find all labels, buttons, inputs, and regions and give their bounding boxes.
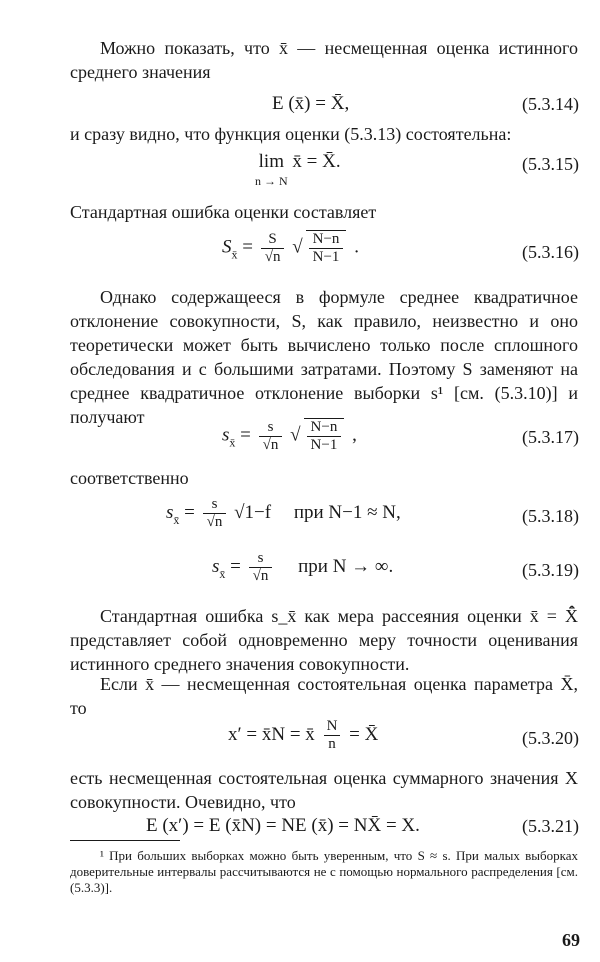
eq19-subscript: x̄ — [219, 566, 226, 581]
eq16-lhs: S — [222, 236, 232, 258]
paragraph-1: Можно показать, что x̄ — несмещенная оценка истинного среднего значения — [70, 38, 578, 82]
paragraph-2: и сразу видно, что функция оценки (5.3.13) состоятельна: — [70, 124, 512, 144]
eq16-subscript: x̄ — [231, 247, 238, 262]
equation-number-5-3-16: (5.3.16) — [522, 242, 579, 262]
equation-5-3-17: $s_{x̄}$ = $\frac{s}{√n}$ √ $\frac{N-n}{N-1}$ , — [222, 418, 357, 453]
equation-5-3-21: E (x′) = E (x̄N) = NE (x̄) = NX̄ = X. — [146, 815, 420, 836]
equation-5-3-14: E (x̄) = X̄, — [272, 93, 350, 114]
eq18-condition: при N−1 ≈ N, — [293, 501, 401, 523]
eq18-equals: = — [184, 501, 195, 523]
equation-number-5-3-18: (5.3.18) — [522, 506, 579, 526]
eq17-root-numerator: N−n — [310, 419, 338, 435]
paragraph-4: Однако содержащееся в формуле среднее квадратичное отклонение совокупности, S, как правило, неизвестно и оно теоретически может быть вычислено только после сплошного обследования и с большими затратами. Поэтому S заменяют на среднее квадратичное отклонение выборки s¹ [см. (5.3.10)] и получают — [70, 287, 578, 427]
equation-number-5-3-15: (5.3.15) — [522, 154, 579, 174]
eq20-part-a: x′ = x̄N = x̄ — [228, 723, 315, 745]
paragraph-3: Стандартная ошибка оценки составляет — [70, 202, 377, 222]
eq20-denominator: n — [324, 735, 340, 753]
eq19-numerator: s — [257, 550, 264, 566]
eq17-end: , — [352, 424, 357, 446]
equation-number-5-3-21: (5.3.21) — [522, 816, 579, 836]
paragraph-5: соответственно — [70, 468, 189, 488]
equation-number-5-3-17: (5.3.17) — [522, 427, 579, 447]
page-number: 69 — [562, 930, 580, 950]
footnote: ¹ При больших выборках можно быть уверенным, что S ≈ s. При малых выборках доверительные интервалы рассчитываются не с помощью нормального распределения [см. (5.3.3)]. — [70, 848, 578, 895]
eq18-root: √1−f — [234, 501, 272, 523]
lim-expression: x̄ = X̄. — [292, 151, 341, 172]
eq17-numerator: s — [267, 418, 274, 435]
eq19-condition: при N → ∞. — [298, 555, 394, 577]
equation-number-5-3-20: (5.3.20) — [522, 728, 579, 748]
eq16-root-denominator: N−1 — [309, 248, 344, 266]
eq17-equals: = — [240, 424, 251, 446]
equation-5-3-18 — [166, 496, 401, 532]
footnote-rule — [70, 840, 180, 841]
equation-5-3-20 — [228, 718, 378, 753]
equation-number-5-3-19: (5.3.19) — [522, 560, 579, 580]
eq18-denominator: √n — [203, 513, 227, 531]
eq18-subscript: x̄ — [173, 512, 180, 527]
eq16-denominator: √n — [261, 248, 285, 266]
paragraph-6: Стандартная ошибка s_x̄ как мера рассеяния оценки x̄ = X̂̄ представляет собой одновременно меру точности оценивания истинного среднего значения совокупности. — [70, 606, 578, 674]
lim-subscript: n → N — [255, 174, 288, 188]
eq19-equals: = — [230, 555, 241, 577]
eq18-numerator: s — [211, 496, 218, 512]
eq16-numerator: S — [268, 230, 277, 247]
eq17-subscript: x̄ — [229, 435, 236, 450]
eq16-end: . — [354, 236, 359, 258]
paragraph-8: есть несмещенная состоятельная оценка суммарного значения X совокупности. Очевидно, что — [70, 768, 578, 812]
eq17-root-denominator: N−1 — [307, 436, 342, 454]
eq19-lhs: s — [212, 555, 220, 577]
eq17-lhs: s — [222, 424, 230, 446]
eq16-equals: = — [242, 236, 253, 258]
eq20-numerator: N — [326, 718, 338, 734]
eq18-lhs: s — [166, 501, 174, 523]
equation-number-5-3-14: (5.3.14) — [522, 94, 579, 114]
equation-5-3-19 — [212, 550, 393, 586]
equation-5-3-16: $S_{x̄}$ = $\frac{S}{√n}$ √ $\frac{N-n}{N-1}$ . — [222, 230, 359, 265]
eq20-part-b: = X̄ — [349, 723, 379, 745]
eq17-denominator: √n — [259, 436, 283, 454]
equation-5-3-15 — [255, 150, 341, 188]
eq19-denominator: √n — [249, 567, 273, 585]
paragraph-7: Если x̄ — несмещенная состоятельная оценка параметра X̄, то — [70, 674, 578, 718]
eq16-root-numerator: N−n — [312, 231, 340, 247]
lim-operator: lim — [258, 151, 284, 172]
